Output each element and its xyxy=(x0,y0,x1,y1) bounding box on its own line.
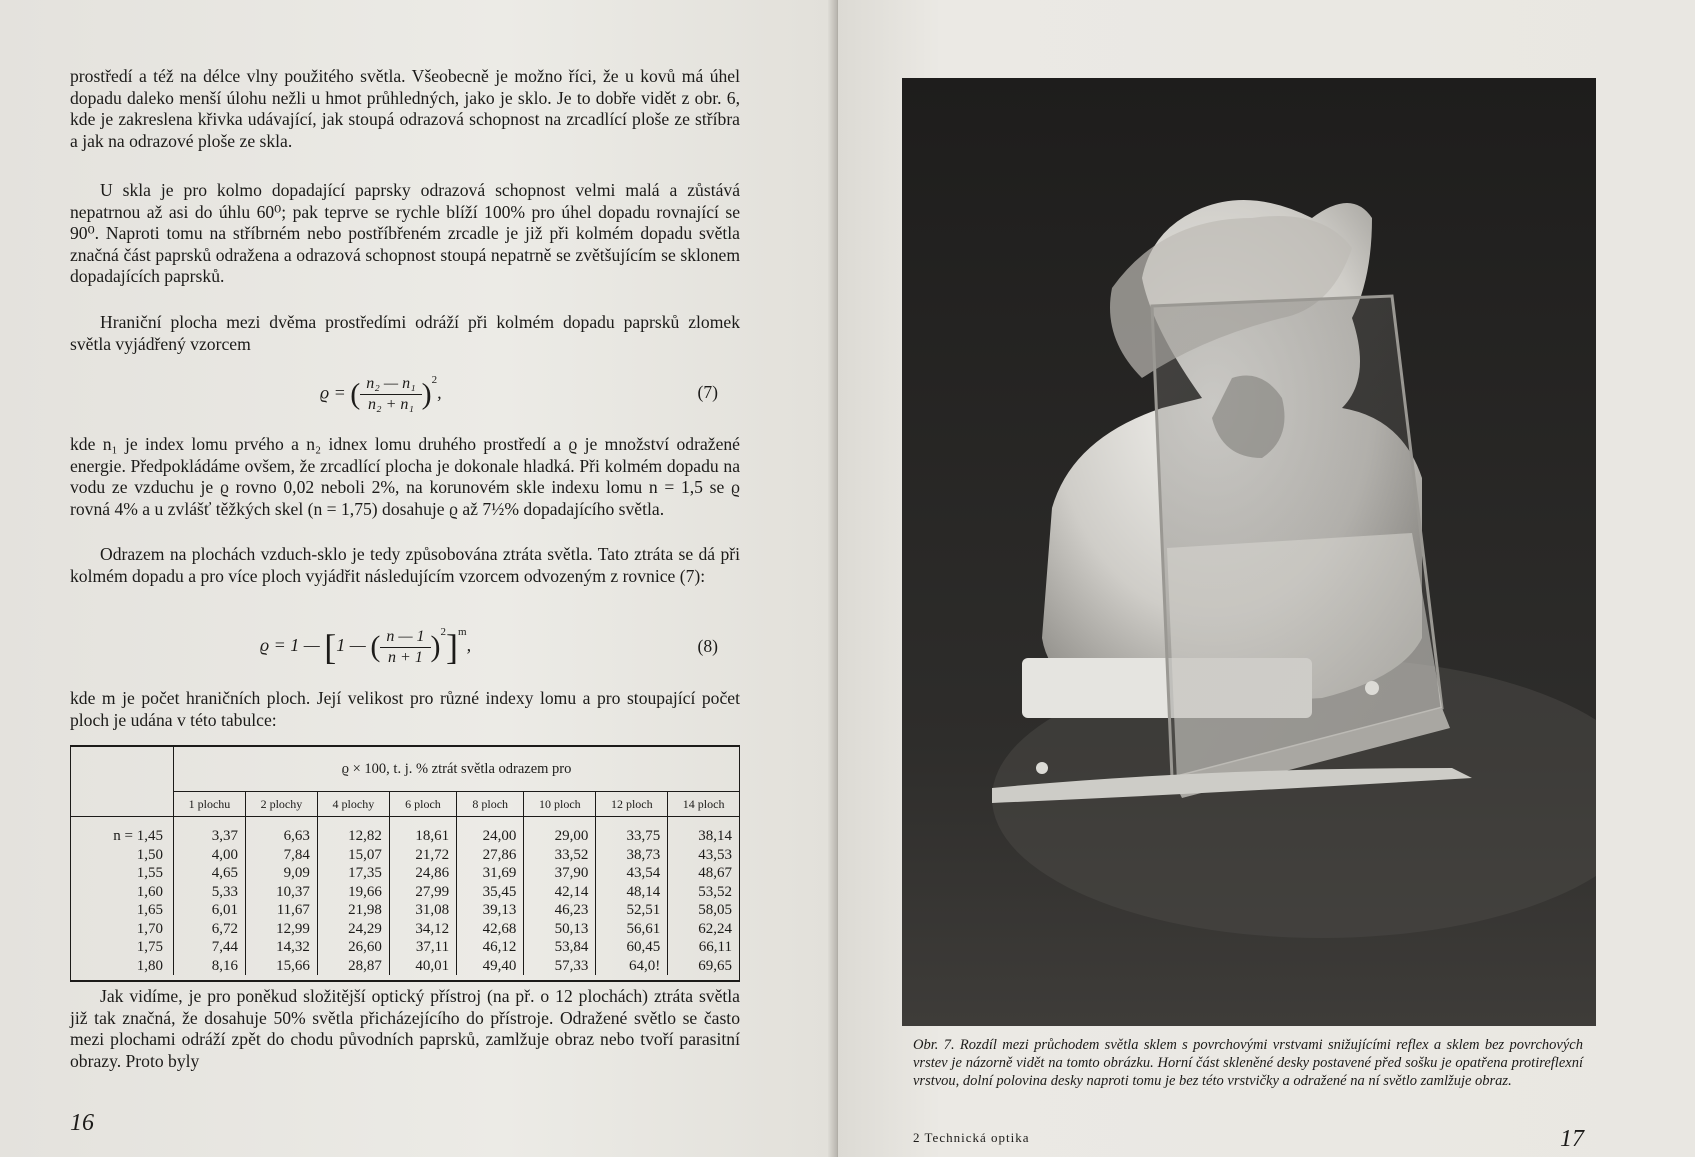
table-cell: 4,65 xyxy=(174,864,246,883)
table-row xyxy=(71,901,739,920)
table-row xyxy=(71,957,739,976)
equation-8: ϱ = 1 — [1 — ( $\frac{n — 1}{n + 1}$ )$^2$]$^m$, (8) xyxy=(260,626,718,667)
column-header: 8 ploch xyxy=(457,792,524,817)
table-cell: 24,00 xyxy=(457,817,524,846)
column-header: 14 ploch xyxy=(668,792,739,817)
table-cell: 43,54 xyxy=(596,864,668,883)
table-cell: 37,11 xyxy=(389,938,456,957)
table-cell: 7,84 xyxy=(245,846,317,865)
paragraph: Jak vidíme, je pro poněkud složitější optický přístroj (na př. o 12 plochách) ztráta světla již tak značná, že dosahuje 50% světla přicházejícího do přístroje. Odražené světlo se často mezi plochami odráží zpět do chodu původních paprsků, zamlžuje obraz nebo tvoří parasitní obrazy. Proto byly xyxy=(70,986,740,1071)
equation-7: ϱ = ( $\frac{\text{n₂ — n₁}}{\text{n₂ + n₁}}$ )$^2$, (7) xyxy=(320,374,718,413)
table-cell: 6,01 xyxy=(174,901,246,920)
row-label: 1,65 xyxy=(136,902,163,918)
table-cell: 33,52 xyxy=(524,846,596,865)
table-cell: 19,66 xyxy=(317,883,389,902)
table-cell: 53,84 xyxy=(524,938,596,957)
figure-caption: Obr. 7. Rozdíl mezi průchodem světla sklem s povrchovými vrstvami snižujícími reflex a sklem bez povrchových vrstev je názorně vidět na tomto obrázku. Horní část skleněné desky postavené před sošku je opatřena protireflexní vrstvou, dolní polovina desky naproti tomu je bez této vrstvičky a odražené na ní světlo zamlžuje obraz. xyxy=(913,1037,1583,1089)
table-cell: 27,99 xyxy=(389,883,456,902)
table-cell: 52,51 xyxy=(596,901,668,920)
page-number: 16 xyxy=(70,1110,94,1136)
table-cell: 40,01 xyxy=(389,957,456,976)
table-cell: 29,00 xyxy=(524,817,596,846)
table-cell: 38,73 xyxy=(596,846,668,865)
paragraph: U skla je pro kolmo dopadající paprsky odrazová schopnost velmi malá a zůstává nepatrnou až asi do úhlu 60⁰; pak teprve se rychle blíží 100% pro úhel dopadu rovnající se 90⁰. Naproti tomu na stříbrném nebo postříbřeném zrcadle je již při kolmém dopadu světla značná část paprsků odražena a odrazová schopnost stoupá nepatrně se zvětšujícím se sklonem dopadajících paprsků. xyxy=(70,180,740,286)
table-cell: 24,29 xyxy=(317,920,389,939)
table-cell: 56,61 xyxy=(596,920,668,939)
row-label: 1,55 xyxy=(136,865,163,881)
table-cell: 48,14 xyxy=(596,883,668,902)
row-label: 1,75 xyxy=(136,939,163,955)
table-cell: 15,07 xyxy=(317,846,389,865)
paragraph: prostředí a též na délce vlny použitého světla. Všeobecně je možno říci, že u kovů má úhel dopadu daleko menší úlohu nežli u hmot průhledných, jako je sklo. Je to dobře vidět z obr. 6, kde je zakreslena křivka udávající, jak stoupá odrazová schopnost na zrcadlící ploše ze stříbra a jak na odrazové ploše ze skla. xyxy=(70,66,740,151)
table-row xyxy=(71,817,739,846)
table-cell: 6,72 xyxy=(174,920,246,939)
table-cell: 62,24 xyxy=(668,920,739,939)
table-cell: 21,72 xyxy=(389,846,456,865)
table-cell: 11,67 xyxy=(245,901,317,920)
table-cell: 35,45 xyxy=(457,883,524,902)
left-page xyxy=(0,0,836,1157)
table-cell: 10,37 xyxy=(245,883,317,902)
table-cell: 26,60 xyxy=(317,938,389,957)
row-label: 1,80 xyxy=(136,957,163,974)
table-cell: 15,66 xyxy=(245,957,317,976)
table-cell: 46,23 xyxy=(524,901,596,920)
table-cell: 57,33 xyxy=(524,957,596,976)
paragraph: kde n₁ je index lomu prvého a n₂ idnex lomu druhého prostředí a ϱ je množství odražené energie. Předpokládáme ovšem, že zrcadlící plocha je dokonale hladká. Při kolmém dopadu na vodu ze vzduchu je ϱ rovno 0,02 neboli 2%, na korunovém skle indexu lomu n = 1,5 se ϱ rovná 4% a u zvlášť těžkých skel (n = 1,75) dosahuje ϱ až 7½% dopadajícího světla. xyxy=(70,434,740,519)
table-cell: 39,13 xyxy=(457,901,524,920)
table-cell: 31,08 xyxy=(389,901,456,920)
table-cell: 12,99 xyxy=(245,920,317,939)
reflection-loss-table xyxy=(70,745,740,982)
table-cell: 49,40 xyxy=(457,957,524,976)
table-cell: 28,87 xyxy=(317,957,389,976)
table-cell: 46,12 xyxy=(457,938,524,957)
table-cell: 42,14 xyxy=(524,883,596,902)
column-header: 4 plochy xyxy=(317,792,389,817)
row-label: 1,60 xyxy=(136,883,163,900)
page-number: 17 xyxy=(1560,1126,1584,1152)
table-row xyxy=(71,864,739,883)
table-row xyxy=(71,846,739,865)
column-header: 12 ploch xyxy=(596,792,668,817)
table-cell: 5,33 xyxy=(174,883,246,902)
table-cell: 69,65 xyxy=(668,957,739,976)
table-cell: 37,90 xyxy=(524,864,596,883)
paragraph: Odrazem na plochách vzduch-sklo je tedy způsobována ztráta světla. Tato ztráta se dá při kolmém dopadu a pro více ploch vyjádřit následujícím vzorcem odvozeným z rovnice (7): xyxy=(70,544,740,586)
table-cell: 64,0! xyxy=(596,957,668,976)
table-row xyxy=(71,938,739,957)
table-cell: 7,44 xyxy=(174,938,246,957)
table-cell: 31,69 xyxy=(457,864,524,883)
table-cell: 21,98 xyxy=(317,901,389,920)
table-cell: 60,45 xyxy=(596,938,668,957)
table-cell: 14,32 xyxy=(245,938,317,957)
table-cell: 24,86 xyxy=(389,864,456,883)
table-cell: 3,37 xyxy=(174,817,246,846)
table-cell: 66,11 xyxy=(668,938,739,957)
column-header: 6 ploch xyxy=(389,792,456,817)
row-label: n = 1,45 xyxy=(113,828,163,844)
table-cell: 38,14 xyxy=(668,817,739,846)
row-label: 1,70 xyxy=(136,920,163,937)
table-cell: 34,12 xyxy=(389,920,456,939)
table-cell: 8,16 xyxy=(174,957,246,976)
equation-number: (8) xyxy=(697,636,718,656)
table-cell: 4,00 xyxy=(174,846,246,865)
row-label: 1,50 xyxy=(136,846,163,863)
table-cell: 42,68 xyxy=(457,920,524,939)
paragraph: Hraniční plocha mezi dvěma prostředími odráží při kolmém dopadu paprsků zlomek světla vyjádřený vzorcem xyxy=(70,312,740,354)
table-cell: 58,05 xyxy=(668,901,739,920)
table-cell: 50,13 xyxy=(524,920,596,939)
signature-mark: 2 Technická optika xyxy=(913,1130,1030,1145)
table-row xyxy=(71,920,739,939)
equation-number: (7) xyxy=(697,382,718,402)
column-header: 1 plochu xyxy=(174,792,246,817)
table-cell: 12,82 xyxy=(317,817,389,846)
table-cell: 17,35 xyxy=(317,864,389,883)
column-header: 2 plochy xyxy=(245,792,317,817)
photo-illustration xyxy=(902,78,1596,1026)
table-cell: 43,53 xyxy=(668,846,739,865)
table-cell: 53,52 xyxy=(668,883,739,902)
column-header: 10 ploch xyxy=(524,792,596,817)
table-cell: 33,75 xyxy=(596,817,668,846)
table-caption: ϱ × 100, t. j. % ztrát světla odrazem pro xyxy=(174,747,740,792)
table-cell: 6,63 xyxy=(245,817,317,846)
table-row xyxy=(71,883,739,902)
table-cell: 27,86 xyxy=(457,846,524,865)
photo-bust-behind-glass xyxy=(902,78,1596,1026)
table-cell: 18,61 xyxy=(389,817,456,846)
paragraph: kde m je počet hraničních ploch. Její velikost pro různé indexy lomu a pro stoupající počet ploch je udána v této tabulce: xyxy=(70,688,740,730)
table-cell: 48,67 xyxy=(668,864,739,883)
table-cell: 9,09 xyxy=(245,864,317,883)
